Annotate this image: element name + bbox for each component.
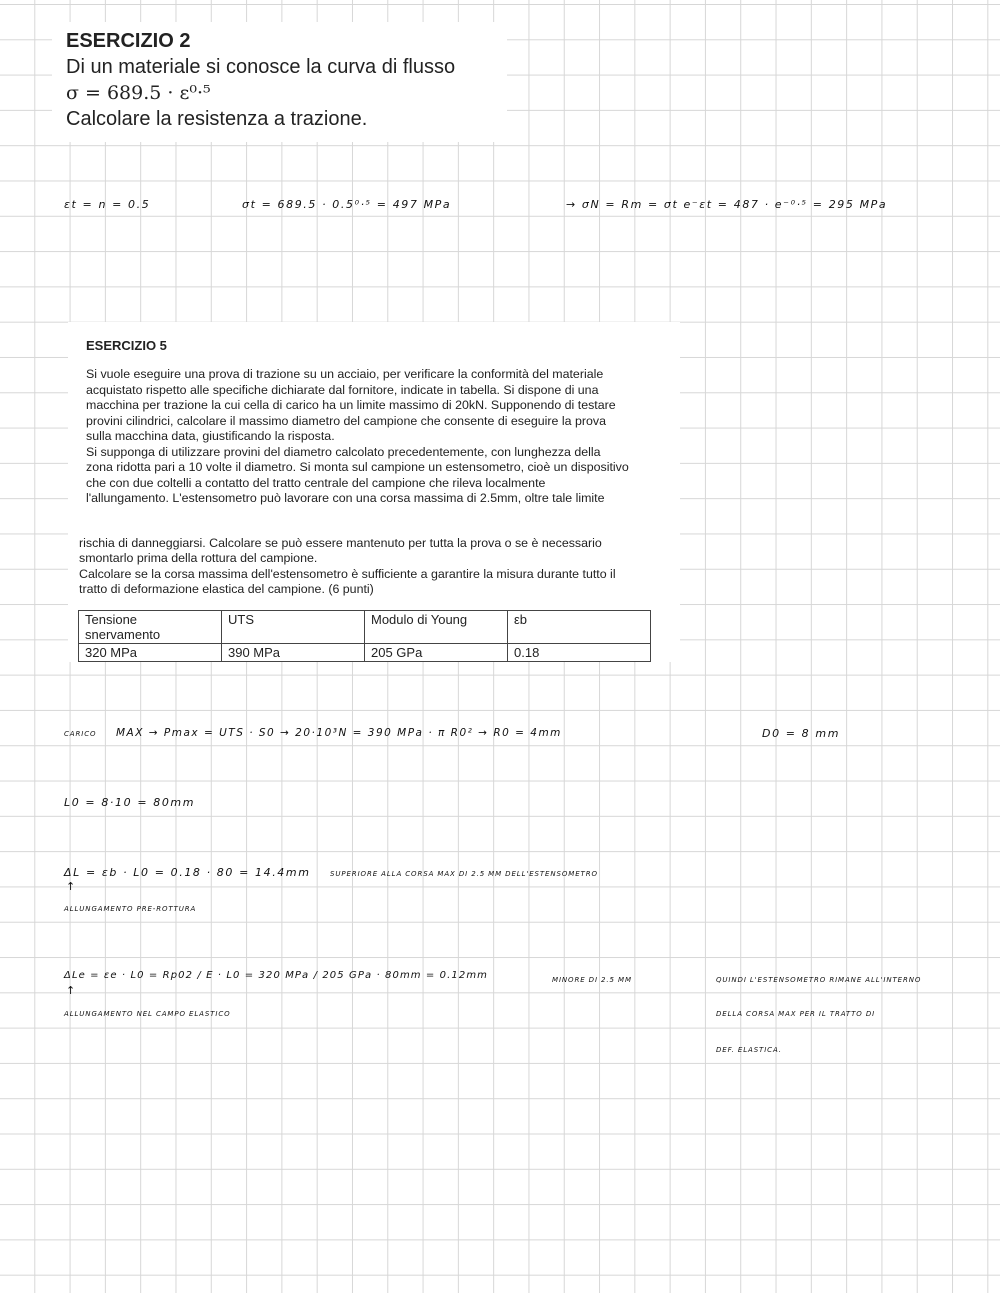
text-line: rischia di danneggiarsi. Calcolare se può essere mantenuto per tutta la prova o se è necessario [79, 536, 602, 550]
exercise-2-line-3: Calcolare la resistenza a trazione. [66, 108, 368, 130]
table-row [79, 644, 651, 662]
hw-true-stress: σt = 689.5 · 0.5⁰·⁵ = 497 MPa [242, 198, 452, 211]
hw-arrow: ↑ [66, 880, 77, 893]
text-line: acquistato rispetto alle specifiche dichiarate dal fornitore, indicate in tabella. Si dispone di una [86, 382, 599, 397]
text-line: Si supponga di utilizzare provini del diametro calcolato precedentemente, con lunghezza della [86, 444, 601, 459]
flow-curve-formula: σ = 689.5 · ε⁰·⁵ [66, 82, 211, 104]
hw-pre-rupture-note: ALLUNGAMENTO PRE-ROTTURA [64, 905, 197, 913]
exercise-2-card [52, 22, 507, 142]
exercise-5-title: ESERCIZIO 5 [86, 338, 167, 353]
hw-initial-length: L0 = 8·10 = 80mm [64, 796, 196, 809]
hw-elastic-comment-b: QUINDI L'ESTENSOMETRO RIMANE ALL'INTERNO [716, 976, 922, 984]
exercise-2-title: ESERCIZIO 2 [66, 30, 191, 52]
table-cell: 320 MPa [79, 644, 222, 662]
hw-initial-diameter: D0 = 8 mm [762, 727, 841, 740]
exercise-5-text-part-2 [79, 536, 616, 597]
hw-arrow: ↑ [66, 984, 77, 997]
text-line: Calcolare se la corsa massima dell'estensometro è sufficiente a garantire la misura durante tutto il [79, 566, 616, 581]
hw-elongation-at-break: ΔL = εb · L0 = 0.18 · 80 = 14.4mm [64, 866, 311, 879]
text-line: zona ridotta pari a 10 volte il diametro. Si monta sul campione un estensometro, cioè un dispositivo [86, 460, 629, 474]
hw-carico-label: CARICO [64, 730, 97, 738]
table-cell: 390 MPa [222, 644, 365, 662]
text-line: che con due coltelli a contatto del tratto centrale del campione che rileva localmente [86, 475, 546, 490]
text-line: tratto di deformazione elastica del campione. (6 punti) [79, 581, 374, 596]
table-header-cell: Modulo di Young [365, 611, 508, 644]
hw-true-strain: εt = n = 0.5 [64, 198, 151, 211]
table-header-row [79, 611, 651, 644]
exercise-5-text-part-1 [86, 367, 629, 507]
exercise-2-line-1: Di un materiale si conosce la curva di flusso [66, 56, 456, 78]
table-header-cell: εb [508, 611, 651, 644]
hw-tensile-strength: → σN = Rm = σt e⁻εt = 487 · e⁻⁰·⁵ = 295 MPa [566, 198, 888, 211]
table-header-cell: UTS [222, 611, 365, 644]
text-line: Si vuole eseguire una prova di trazione su un acciaio, per verificare la conformità del materiale [86, 367, 604, 381]
hw-elastic-elongation: ΔLe = εe · L0 = Rp02 / E · L0 = 320 MPa / 205 GPa · 80mm = 0.12mm [64, 970, 489, 981]
table-header-cell: Tensione snervamento [79, 611, 222, 644]
material-spec-table [78, 610, 651, 662]
hw-elastic-field-note: ALLUNGAMENTO NEL CAMPO ELASTICO [64, 1010, 231, 1018]
hw-elastic-comment-a: MINORE DI 2.5 MM [552, 976, 632, 984]
text-line: smontarlo prima della rottura del campione. [79, 551, 318, 566]
text-line: provini cilindrici, calcolare il massimo diametro del campione che consente di eseguire la prova [86, 413, 606, 428]
table-cell: 0.18 [508, 644, 651, 662]
table-cell: 205 GPa [365, 644, 508, 662]
text-line: macchina per trazione la cui cella di carico ha un limite massimo di 20kN. Supponendo di testare [86, 398, 616, 412]
hw-elastic-comment-d: DEF. ELASTICA. [716, 1046, 782, 1054]
text-line: sulla macchina data, giustificando la risposta. [86, 429, 335, 443]
hw-elastic-comment-c: DELLA CORSA MAX PER IL TRATTO DI [716, 1010, 876, 1018]
hw-elongation-comment: SUPERIORE ALLA CORSA MAX DI 2.5 MM DELL'ESTENSOMETRO [330, 870, 598, 878]
hw-max-diameter-equation: MAX → Pmax = UTS · S0 → 20·10³N = 390 MPa · π R0² → R0 = 4mm [116, 727, 562, 739]
exercise-5-card [68, 322, 680, 662]
text-line: l'allungamento. L'estensometro può lavorare con una corsa massima di 2.5mm, oltre tale limite [86, 491, 605, 505]
